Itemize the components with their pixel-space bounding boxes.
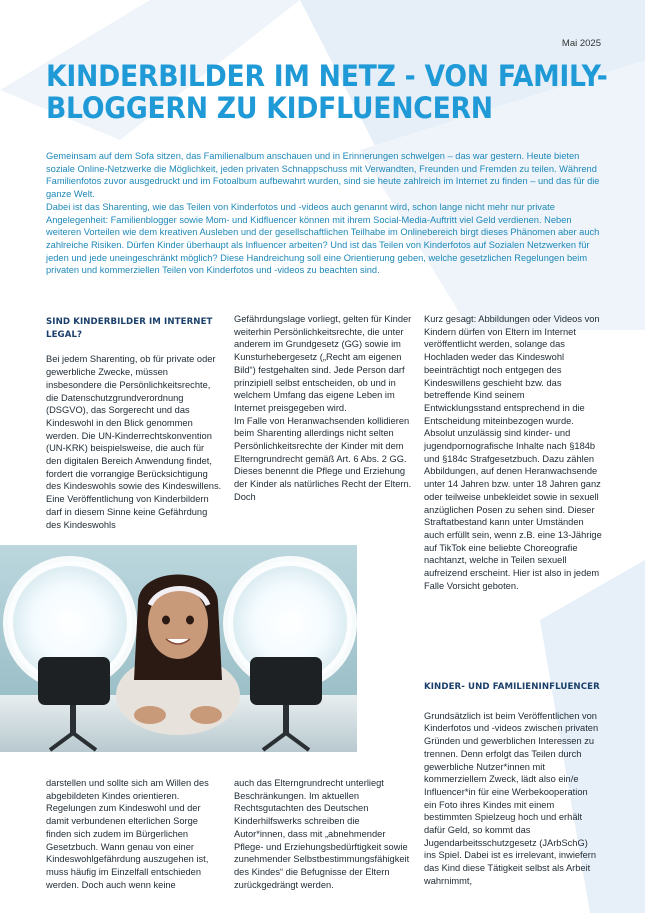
column-2-continued: auch das Elterngrundrecht unterliegt Beschränkungen. Im aktuellen Rechtsgutachten des Deutschen Kinderhilfswerks schreiben die Autor*innen, dass mit „abnehmender Pflege- und Erziehungsbedürftigkeit sowie zunehmender Selbstbestimmungsfähigkeit des Kindes“ die Befugnisse der Eltern zurückgedrängt werden. — [234, 778, 410, 890]
column-1-continued: darstellen und sollte sich am Willen des abgebildeten Kindes orientieren. Regelungen zum Kindeswohl und der damit verbundenen elterlichen Sorge finden sich zudem im Bürgerlichen Gesetzbuch. Wann genau von einer Kindeswohlgefährdung auszugehen ist, muss häufig im Einzelfall entschieden werden. Doch auch wenn keine — [46, 778, 209, 890]
section-heading-legal: SIND KINDERBILDER IM INTERNET LEGAL? — [46, 317, 213, 340]
column-3-top — [424, 313, 602, 592]
column-1-bottom — [46, 777, 222, 891]
page-title — [46, 59, 608, 125]
section-heading-influencer: KINDER- UND FAMILIENINFLUENCER — [424, 682, 600, 692]
intro-paragraph-1: Gemeinsam auf dem Sofa sitzen, das Familienalbum anschauen und in Erinnerungen schwelgen – das war gestern. Heute bieten soziale Online-Netzwerke die Möglichkeit, jeden privaten Schnappschuss mit Verwandten, Freunden und Fremden zu teilen. Während Familienfotos zuvor ausgedruckt und im Fotoalbum aufbewahrt wurden, sind sie heute zahlreich im Internet zu finden – und das für die ganze Welt. — [46, 151, 600, 200]
publication-date: Mai 2025 — [561, 38, 601, 49]
intro-text — [46, 150, 606, 277]
photo-illustration — [0, 545, 357, 752]
column-1-paragraph: Bei jedem Sharenting, ob für private oder gewerbliche Zwecke, müssen insbesondere die Persönlichkeitsrechte, die Datenschutzgrundverordnung (DSGVO), das Sorgerecht und das Kindeswohl in den Blick genommen werden. Die UN-Kinderrechtskonvention (UN-KRK) beispielsweise, die auch für den digitalen Bereich Anwendung findet, fordert die vorrangige Berücksichtigung des Kindeswohls sowie des Kindeswillens. Eine Veröffentlichung von Kinderbildern darf in diesem Sinne keine Gefährdung des Kindeswohls — [46, 354, 222, 530]
column-2-top — [234, 313, 412, 504]
intro-paragraph-2: Dabei ist das Sharenting, wie das Teilen von Kinderfotos und -videos auch genannt wird, schon lange nicht mehr nur private Angelegenheit: Familienblogger sowie Mom- und Kidfluencer können mit ihrem Social-Media-Auftritt viel Geld verdienen. Neben weiteren Vorteilen wie dem kreativen Ausleben und der gesellschaftlichen Teilhabe im Onlinebereich birgt dieses Phänomen aber auch zahlreiche Risiken. Dürfen Kinder überhaupt als Influencer arbeiten? Und ist das Teilen von Kinderfotos auf Sozialen Netzwerken für jeden und jede uneingeschränkt möglich? Diese Handreichung soll eine Orientierung geben, welche gesetzlichen Regelungen beim privaten und kommerziellen Teilen von Kinderfotos und -videos zu beachten sind. — [46, 201, 600, 276]
column-3-paragraph-2: Absolut unzulässig sind kinder- und jugendpornografische Inhalte nach §184b und §184c Strafgesetzbuch. Dazu zählen Abbildungen, auf denen Heranwachsende unter 14 Jahren bzw. unter 18 Jahren ganz oder teilweise unbekleidet sowie in sexuell anzüglichen Posen zu sehen sind. Dieser Straftatbestand kann unter Umständen auch erfüllt sein, wenn z.B. eine 13-Jährige auf TikTok eine beliebte Choreografie nachtanzt, welche in Teilen sexuell aufreizend erscheint. Hier ist also in jedem Falle Vorsicht geboten. — [424, 428, 602, 591]
column-2-bottom — [234, 777, 412, 891]
column-2-paragraph-1: Gefährdungslage vorliegt, gelten für Kinder weiterhin Persönlichkeitsrechte, die unter anderem im Grundgesetz (GG) sowie im Kunsturhebergesetz („Recht am eigenen Bild“) festgehalten sind. Jede Person darf prinzipiell selbst entscheiden, ob und in welchem Umfang das eigene Leben im Internet preisgegeben wird. — [234, 314, 412, 413]
child-between-ring-lights-image — [0, 545, 357, 752]
column-1-top — [46, 316, 222, 531]
column-2-paragraph-2: Im Falle von Heranwachsenden kollidieren beim Sharenting allerdings nicht selten Persönlichkeitsrechte der Kinder mit dem Elterngrundrecht gemäß Art. 6 Abs. 2 GG. Dieses benennt die Pflege und Erziehung der Kinder als natürliches Recht der Eltern. Doch — [234, 415, 412, 502]
column-3-bottom — [424, 681, 602, 888]
title-line-1: KINDERBILDER IM NETZ - VON FAMILY- — [46, 59, 608, 93]
title-line-2: BLOGGERN ZU KIDFLUENCERN — [46, 91, 493, 125]
column-3-paragraph-1: Kurz gesagt: Abbildungen oder Videos von Kindern dürfen von Eltern im Internet veröffentlicht werden, solange das Hochladen weder das Kindeswohl beeinträchtigt noch entgegen des Kindeswillens geschieht bzw. das betreffende Kind seinem Entwicklungsstand entsprechend in die Entscheidung miteinbezogen wurde. — [424, 314, 600, 426]
column-3-paragraph-3: Grundsätzlich ist beim Veröffentlichen von Kinderfotos und -videos zwischen privaten Gründen und gewerblichen Interessen zu trennen. Denn erfolgt das Teilen durch gewerbliche Nutzer*innen mit kommerziellem Zweck, lädt also ein/e Influencer*in für eine Werbekooperation ein Foto ihres Kindes mit einem bestimmten Spielzeug hoch und erhält dafür Geld, so kommt das Jugendarbeitsschutzgesetz (JArbSchG) ins Spiel. Dabei ist es irrelevant, inwiefern das Kind diese Tätigkeit selbst als Arbeit wahrnimmt, — [424, 710, 599, 886]
